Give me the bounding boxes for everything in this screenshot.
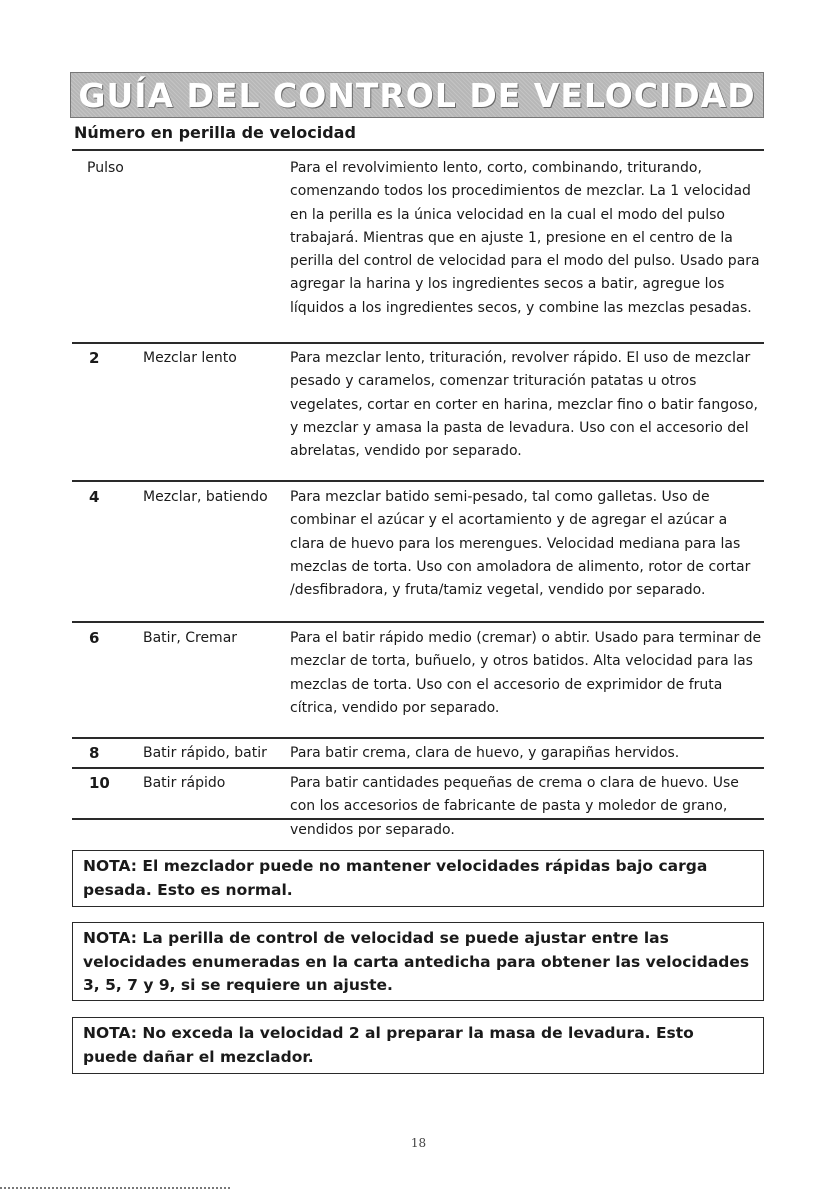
speed-name: Pulso xyxy=(87,160,124,176)
scan-edge xyxy=(0,1187,232,1189)
speed-name: Mezclar, batiendo xyxy=(143,489,268,505)
speed-description: Para mezclar batido semi-pesado, tal como galletas. Uso de combinar el azúcar y el acortamiento y de agregar el azúcar a clara de huevo para los merengues. Velocidad mediana para las mezclas de torta. Uso con amoladora de alimento, rotor de cortar /desfibradora, y fruta/tamiz vegetal, vendido por separado. xyxy=(290,489,751,599)
speed-number: 8 xyxy=(89,744,100,762)
divider xyxy=(72,621,764,623)
speed-number: 10 xyxy=(89,774,110,792)
note-box: NOTA: El mezclador puede no mantener velocidades rápidas bajo carga pesada. Esto es normal. xyxy=(72,850,764,907)
page-number: 18 xyxy=(410,1136,427,1150)
divider xyxy=(72,767,764,769)
speed-name: Batir rápido xyxy=(143,775,226,791)
speed-description: Para mezclar lento, trituración, revolver rápido. El uso de mezclar pesado y caramelos, comenzar trituración patatas u otros vegelates, cortar en corter en harina, mezclar fino o batir fangoso, y mezclar y amasa la pasta de levadura. Uso con el accesorio del abrelatas, vendido por separado. xyxy=(290,350,758,460)
speed-description: Para batir cantidades pequeñas de crema o clara de huevo. Use con los accesorios de fabricante de pasta y moledor de grano, vendidos por separado. xyxy=(290,775,739,838)
speed-description: Para batir crema, clara de huevo, y garapiñas hervidos. xyxy=(290,745,680,761)
speed-name: Mezclar lento xyxy=(143,350,237,366)
speed-name: Batir, Cremar xyxy=(143,630,238,646)
note-box: NOTA: No exceda la velocidad 2 al preparar la masa de levadura. Esto puede dañar el mezclador. xyxy=(72,1017,764,1074)
title-banner xyxy=(70,72,764,118)
speed-description: Para el revolvimiento lento, corto, combinando, triturando, comenzando todos los procedimientos de mezclar. La 1 velocidad en la perilla es la única velocidad en la cual el modo del pulso trabajará. Mientras que en ajuste 1, presione en el centro de la perilla del control de velocidad para el modo del pulso. Usado para agregar la harina y los ingredientes secos a batir, agregue los líquidos a los ingredientes secos, y combine las mezclas pesadas. xyxy=(290,160,760,316)
divider xyxy=(72,342,764,344)
divider xyxy=(72,737,764,739)
speed-number: 4 xyxy=(89,488,100,506)
page-title: GUÍA DEL CONTROL DE VELOCIDAD xyxy=(78,75,756,115)
section-heading: Número en perilla de velocidad xyxy=(74,123,356,142)
divider xyxy=(72,480,764,482)
speed-description: Para el batir rápido medio (cremar) o abtir. Usado para terminar de mezclar de torta, buñuelo, y otros batidos. Alta velocidad para las mezclas de torta. Uso con el accesorio de exprimidor de fruta cítrica, vendido por separado. xyxy=(290,630,762,716)
note-box: NOTA: La perilla de control de velocidad se puede ajustar entre las velocidades enumeradas en la carta antedicha para obtener las velocidades 3, 5, 7 y 9, si se requiere un ajuste. xyxy=(72,922,764,1001)
speed-number: 2 xyxy=(89,349,100,367)
divider xyxy=(72,149,764,151)
divider xyxy=(72,818,764,820)
speed-number: 6 xyxy=(89,629,100,647)
speed-name: Batir rápido, batir xyxy=(143,745,267,761)
